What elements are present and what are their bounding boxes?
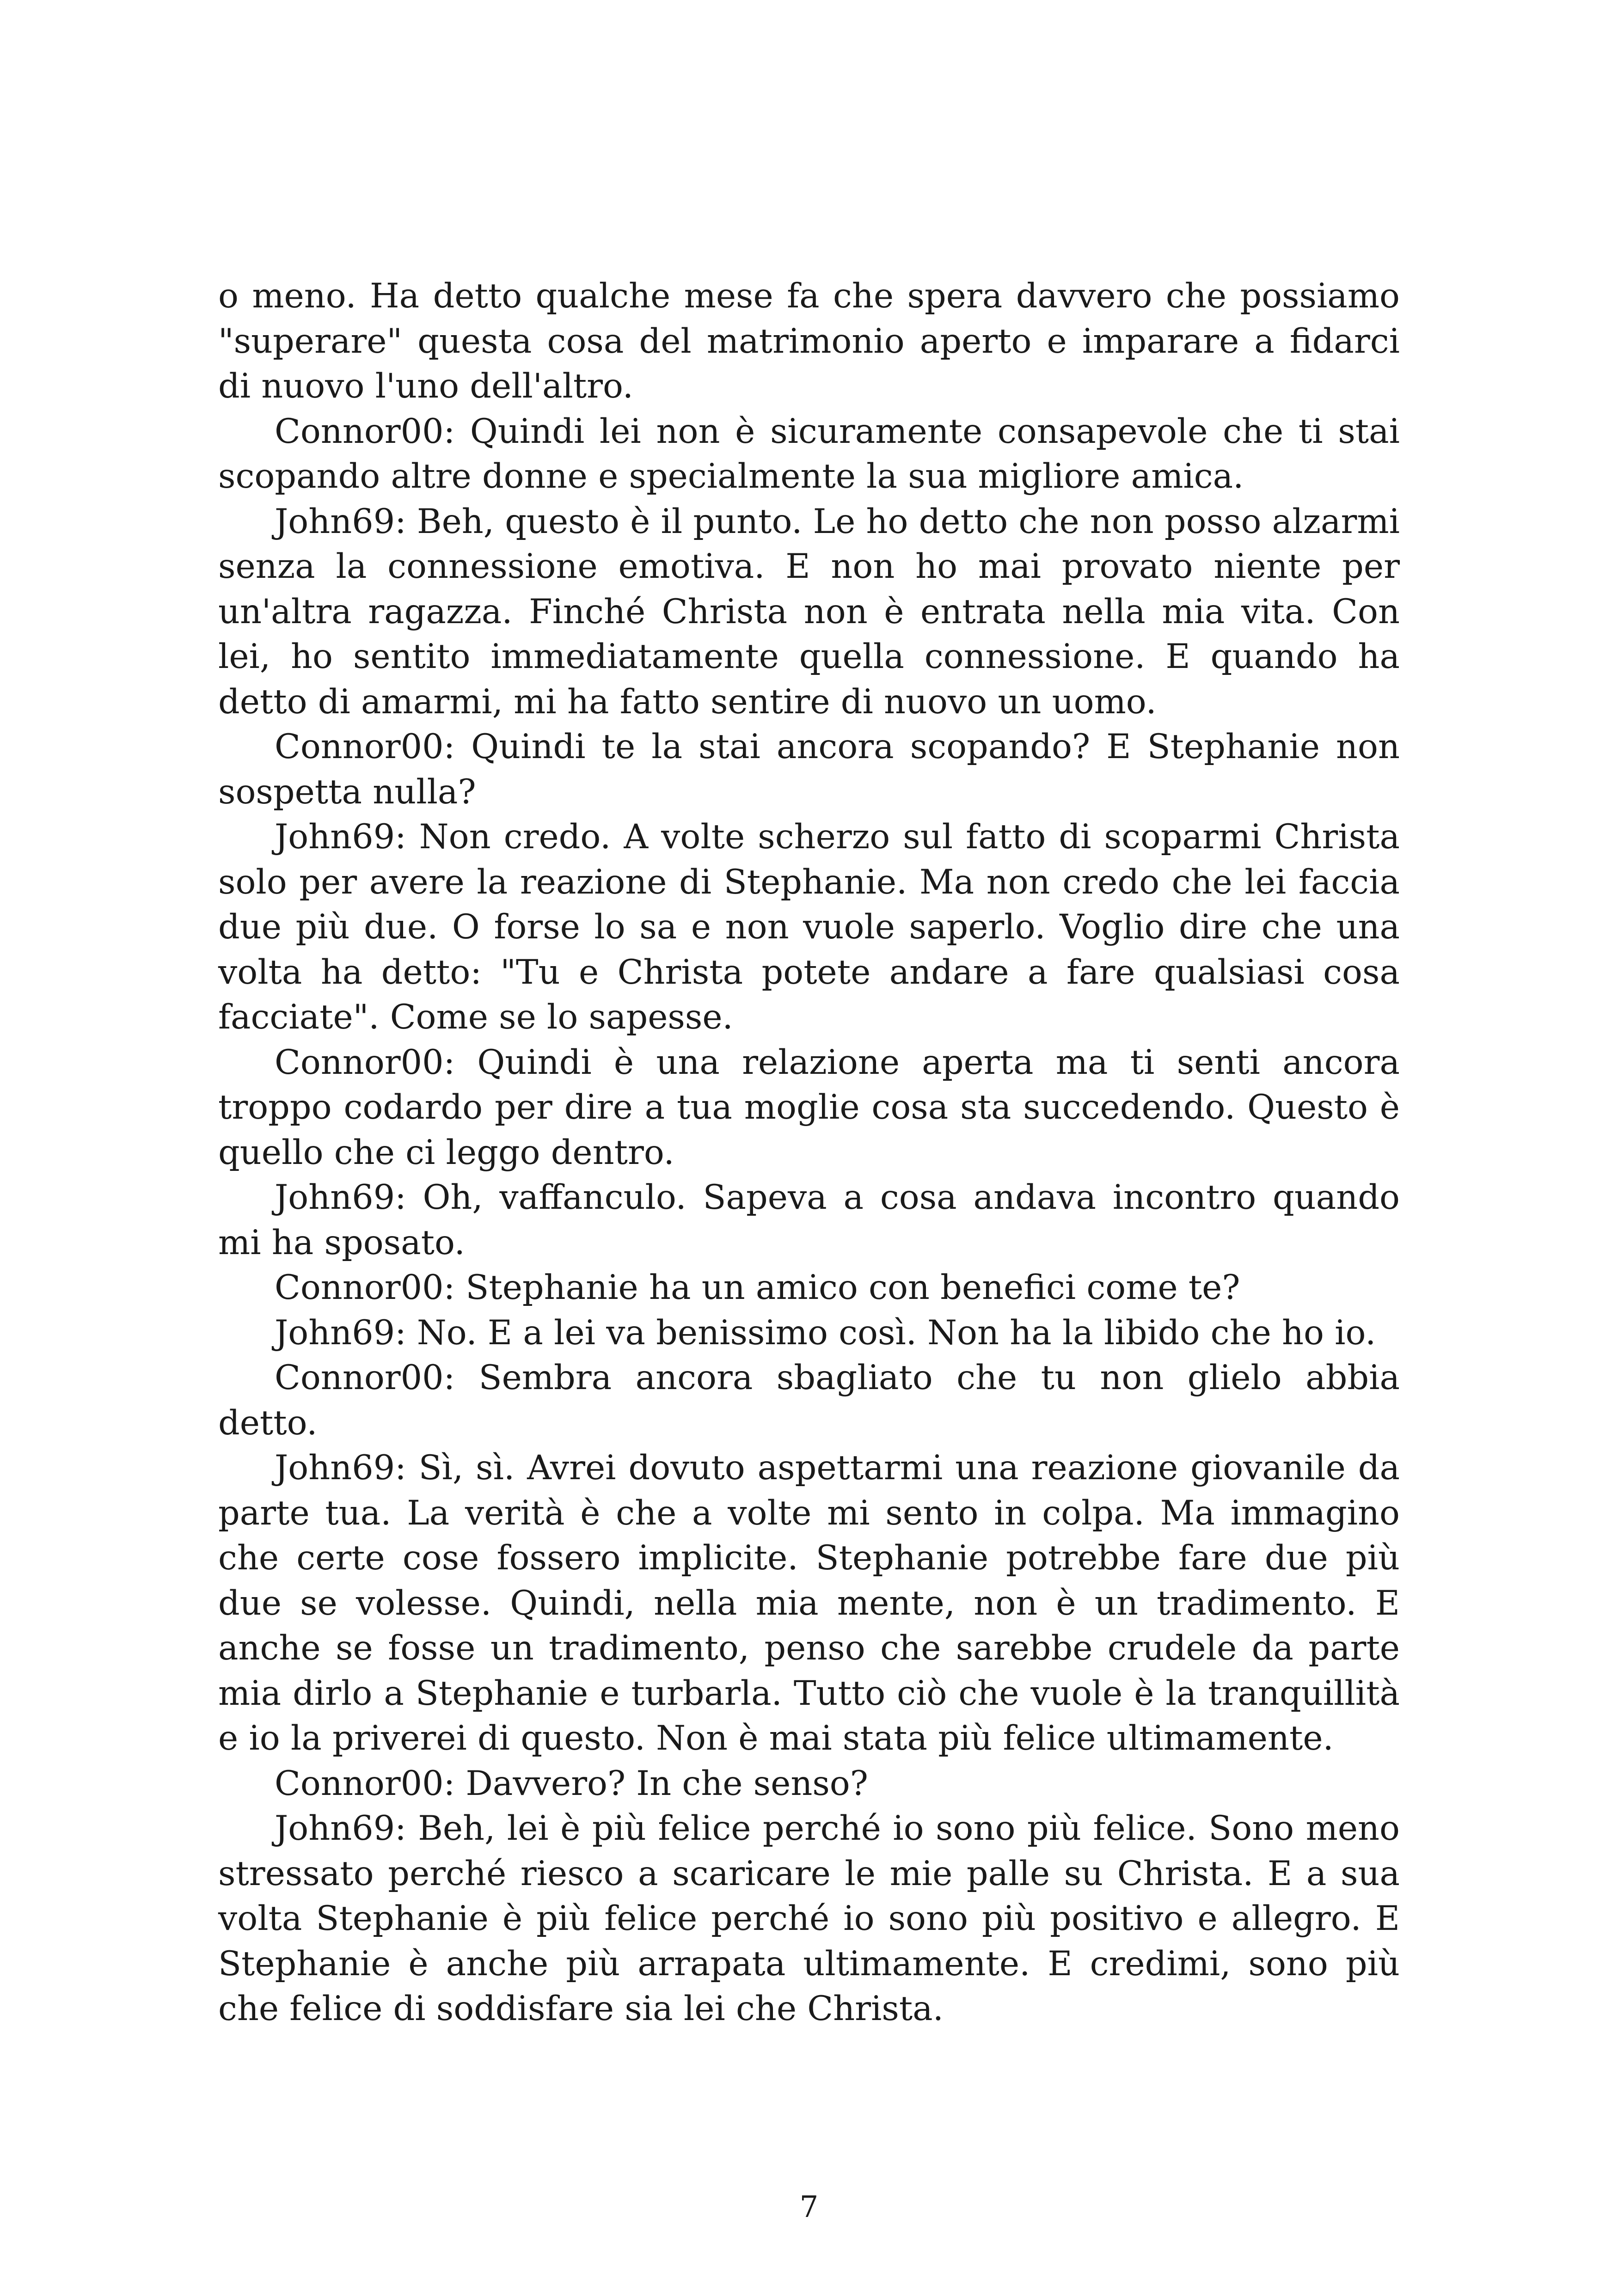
paragraph-3: John69: Beh, questo è il punto. Le ho detto che non posso alzarmi senza la connessione emotiva. E non ho mai provato niente per un'altra ragazza. Finché Christa non è entrata nella mia vita. Con lei, ho sentito immediatamente quella connessione. E quando ha detto di amarmi, mi ha fatto sentire di nuovo un uomo. <box>218 502 1400 722</box>
paragraph-7: John69: Oh, vaffanculo. Sapeva a cosa andava incontro quando mi ha sposato. <box>218 1178 1400 1262</box>
paragraph-8: Connor00: Stephanie ha un amico con benefici come te? <box>275 1268 1240 1307</box>
paragraph-4: Connor00: Quindi te la stai ancora scopando? E Stephanie non sospetta nulla? <box>218 727 1400 812</box>
page-number: 7 <box>799 2190 819 2224</box>
paragraph-13: John69: Beh, lei è più felice perché io sono più felice. Sono meno stressato perché riesco a scaricare le mie palle su Christa. E a sua volta Stephanie è più felice perché io sono più positivo e allegro. E Stephanie è anche più arrapata ultimamente. E credimi, sono più che felice di soddisfare sia lei che Christa. <box>218 1809 1400 2028</box>
paragraph-6: Connor00: Quindi è una relazione aperta ma ti senti ancora troppo codardo per dire a tua moglie cosa sta succedendo. Questo è quello che ci leggo dentro. <box>218 1042 1400 1172</box>
paragraph-9: John69: No. E a lei va benissimo così. Non ha la libido che ho io. <box>275 1313 1376 1353</box>
paragraph-5: John69: Non credo. A volte scherzo sul fatto di scoparmi Christa solo per avere la reazione di Stephanie. Ma non credo che lei faccia due più due. O forse lo sa e non vuole saperlo. Voglio dire che una volta ha detto: "Tu e Christa potete andare a fare qualsiasi cosa facciate". Come se lo sapesse. <box>218 817 1400 1037</box>
paragraph-11: John69: Sì, sì. Avrei dovuto aspettarmi una reazione giovanile da parte tua. La verità è che a volte mi sento in colpa. Ma immagino che certe cose fossero implicite. Stephanie potrebbe fare due più due se volesse. Quindi, nella mia mente, non è un tradimento. E anche se fosse un tradimento, penso che sarebbe crudele da parte mia dirlo a Stephanie e turbarla. Tutto ciò che vuole è la tranquillità e io la priverei di questo. Non è mai stata più felice ultimamente. <box>218 1448 1400 1758</box>
paragraph-2: Connor00: Quindi lei non è sicuramente consapevole che ti stai scopando altre donne e specialmente la sua migliore amica. <box>218 411 1400 496</box>
paragraph-12: Connor00: Davvero? In che senso? <box>275 1763 868 1803</box>
body-text <box>218 274 1400 2032</box>
paragraph-1: o meno. Ha detto qualche mese fa che spera davvero che possiamo "superare" questa cosa del matrimonio aperto e imparare a fidarci di nuovo l'uno dell'altro. <box>218 276 1400 406</box>
paragraph-10: Connor00: Sembra ancora sbagliato che tu non glielo abbia detto. <box>218 1358 1400 1443</box>
